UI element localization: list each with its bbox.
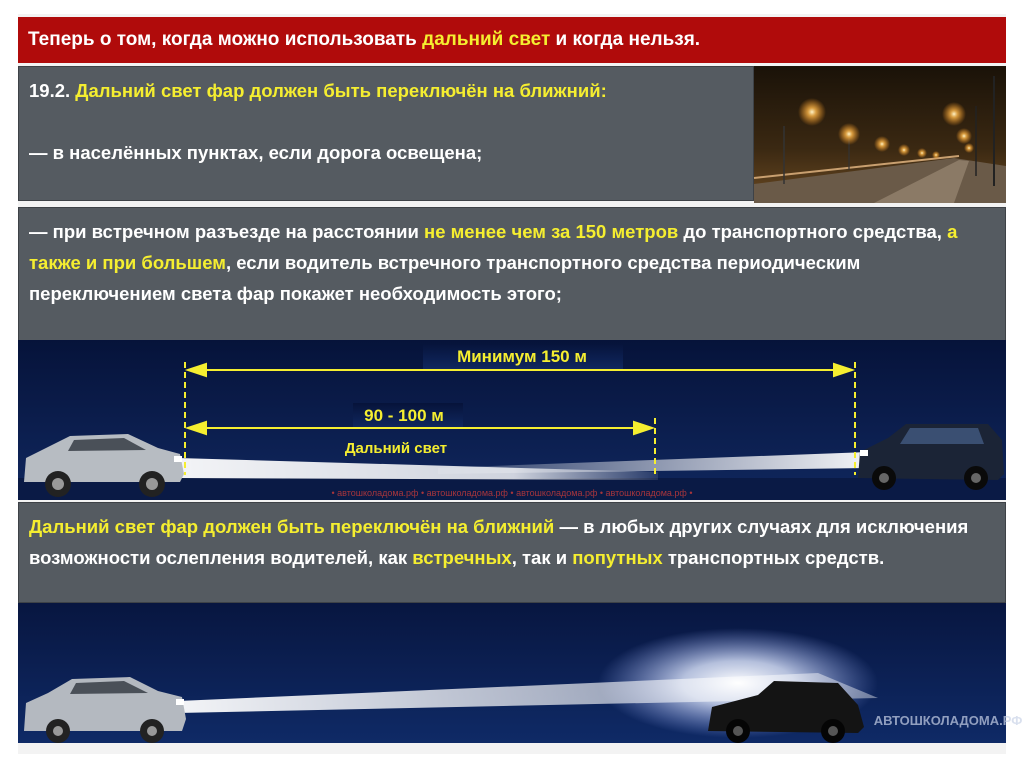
rule-heading: Дальний свет фар должен быть переключён на ближний: [75,80,607,101]
oncoming-highlight-1: не менее чем за 150 метров [424,221,679,242]
scene-watermark: АВТОШКОЛАДОМА.РФ [873,713,1023,728]
other-highlight-2: встречных [412,547,512,568]
rule-box [18,66,754,201]
title-text-after: и когда нельзя. [550,29,701,50]
range-distance-label: 90 - 100 м [364,406,444,425]
other-highlight-1: Дальний свет фар должен быть переключён на ближний [29,516,555,537]
rule-heading-line [29,75,743,106]
oncoming-text-1: — при встречном разъезде на расстоянии [29,221,425,242]
title-highlight: дальний свет [422,29,551,50]
night-street-photo [754,66,1006,203]
rule-item-1: — в населённых пунктах, если дорога освещена; [29,142,483,163]
other-text-2: , так и [511,547,573,568]
oncoming-text-2: до транспортного средства, [678,221,948,242]
other-text-1: — в любых других случаях для исключения возможности ослепления водителей, как [29,516,969,568]
other-highlight-3: попутных [572,547,663,568]
high-beam-label: Дальний свет [344,440,448,457]
oncoming-highlight-2: а также и при большем [29,221,958,273]
distance-diagram [18,340,1006,500]
title-bar [18,17,1006,63]
other-text-3: транспортных средств. [662,547,885,568]
minimum-distance-label: Минимум 150 м [457,347,587,366]
rule-number: 19.2. [29,80,71,101]
oncoming-box [18,207,1006,341]
oncoming-text-3: , если водитель встречного транспортного средства периодическим переключением света фар покажет необходимость этого; [29,252,861,304]
diagram-watermark: • автошколадома.рф • автошколадома.рф • автошколадома.рф • автошколадома.рф • [331,488,693,498]
title-text-before: Теперь о том, когда можно использовать [28,29,423,50]
other-cases-box [18,502,1006,603]
following-vehicles-scene [18,603,1023,743]
